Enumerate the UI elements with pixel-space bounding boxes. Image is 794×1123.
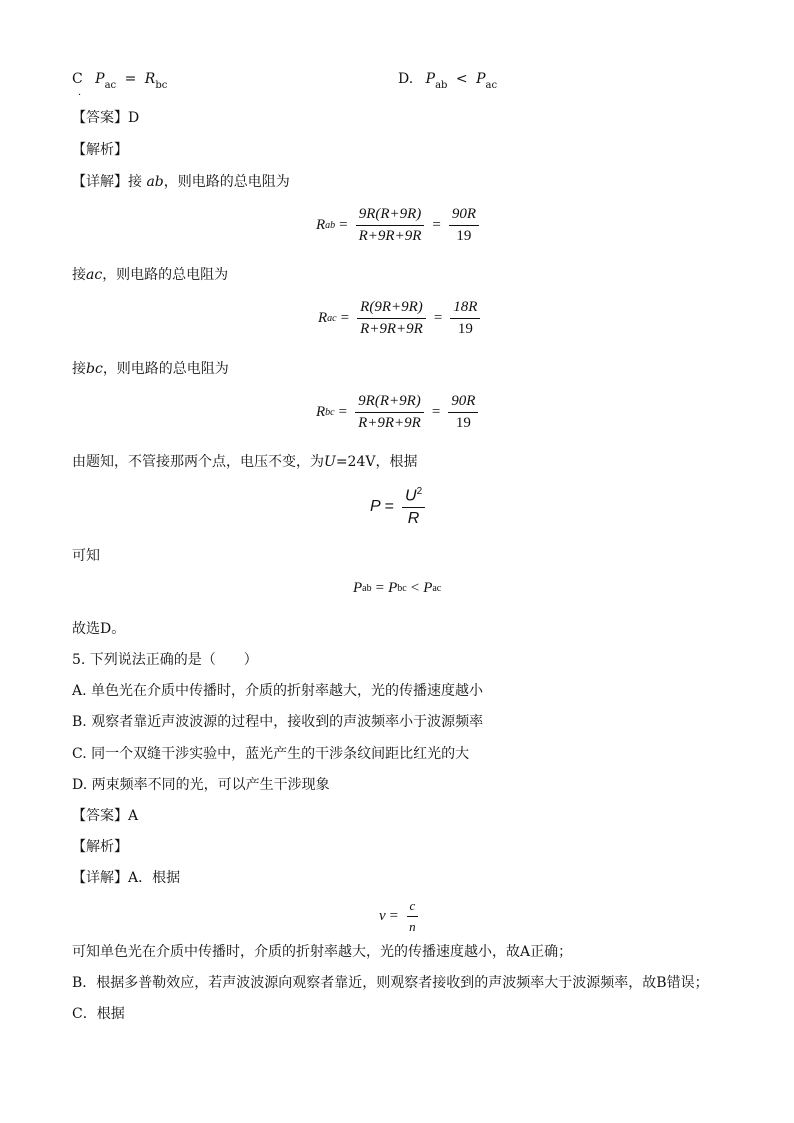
q5-answer: 【答案】A [72,808,139,824]
power-comparison: P ab = P bc < P ac [353,580,442,596]
fraction: $\frac{R(9R+9R)}{R+9R+9R}$ [357,299,426,338]
option-label: C [72,71,83,87]
q4-detail: 【详解】接 ab，则电路的总电阻为 [72,174,290,190]
q5-explain-a: 可知单色光在介质中传播时，介质的折射率越大，光的传播速度越小，故A正确； [72,944,573,960]
fraction: $\frac{U^2}{R}$ [402,486,425,528]
equation-r-ac: R ac = $\frac{R(9R+9R)}{R+9R+9R}$ = $\frac{18R}{19}$ [318,299,484,338]
q4-ac-line: 接ac，则电路的总电阻为 [72,267,229,283]
fraction: $\frac{9R(R+9R)}{R+9R+9R}$ [355,393,424,432]
option-c: C $P_{ac} = R_{bc}$ [72,71,168,91]
power-formula: P = $\frac{U^2}{R}$ [370,486,429,528]
q4-analysis: 【解析】 [72,142,128,158]
q4-final: 故选D。 [72,621,126,637]
fraction-result: $\frac{18R}{19}$ [450,299,480,338]
q4-conclude-intro: 可知 [72,548,100,564]
q5-stem: 5. 下列说法正确的是（ ） [72,652,258,668]
q5-detail: 【详解】A．根据 [72,870,181,886]
fraction: $\frac{c}{n}$ [406,898,419,935]
q4-bc-line: 接bc，则电路的总电阻为 [72,361,229,377]
fraction-result: $\frac{90R}{19}$ [448,393,478,432]
equation-r-bc: R bc = $\frac{9R(R+9R)}{R+9R+9R}$ = $\frac{90R}{19}$ [316,393,482,432]
q5-option-b: B. 观察者靠近声波波源的过程中，接收到的声波频率小于波源频率 [72,714,484,730]
q5-explain-b: B．根据多普勒效应，若声波波源向观察者靠近，则观察者接收到的声波频率大于波源频率，故B错误； [72,975,709,991]
q5-option-c: C. 同一个双缝干涉实验中，蓝光产生的干涉条纹间距比红光的大 [72,746,470,762]
q4-answer: 【答案】D [72,110,140,126]
fraction-result: $\frac{90R}{19}$ [449,206,479,245]
q5-option-a: A. 单色光在介质中传播时，介质的折射率越大，光的传播速度越小 [72,683,484,699]
q5-explain-c: C．根据 [72,1006,125,1022]
equation-r-ab: R ab = $\frac{9R(R+9R)}{R+9R+9R}$ = $\frac{90R}{19}$ [316,206,483,245]
fraction: $\frac{9R(R+9R)}{R+9R+9R}$ [356,206,425,245]
option-d: D. $P_{ab} < P_{ac}$ [398,71,498,91]
q5-analysis: 【解析】 [72,839,128,855]
q5-option-d: D. 两束频率不同的光，可以产生干涉现象 [72,777,330,793]
option-c-dot: ． [78,87,88,98]
option-label: D. [398,71,414,87]
q4-voltage-line: 由题知，不管接那两个点，电压不变，为U=24V，根据 [72,454,418,470]
velocity-formula: v = $\frac{c}{n}$ [379,898,423,935]
